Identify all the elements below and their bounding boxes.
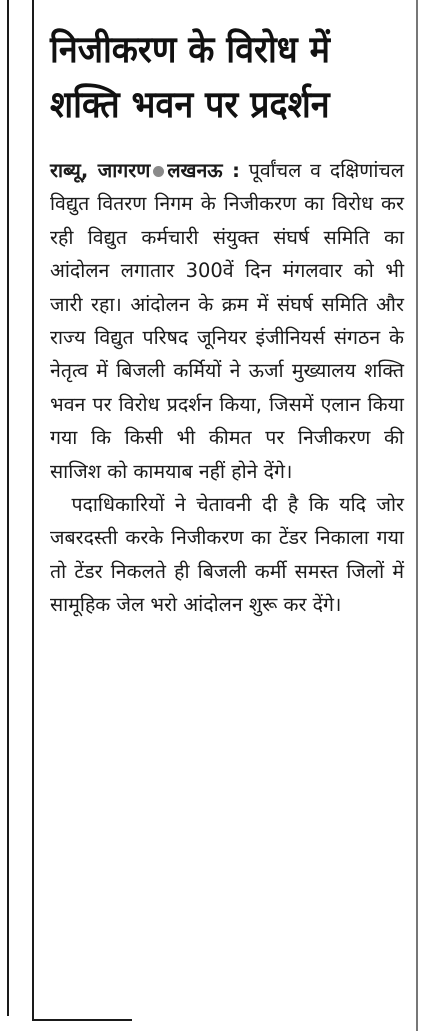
paragraph-1 [50,154,404,488]
column-rule-inner [32,0,34,1020]
article-body [50,154,404,622]
dateline-source: राब्यू, जागरण [50,159,151,182]
dateline-city: लखनऊ : [167,159,240,182]
headline-line-2: शक्ति भवन पर प्रदर्शन [50,83,330,126]
news-article [50,22,404,622]
column-rule-outer [7,0,9,1016]
headline [50,22,376,132]
paragraph-2: पदाधिकारियों ने चेतावनी दी है कि यदि जोर जबरदस्ती करके निजीकरण का टेंडर निकाला गया तो टेंडर निकलते ही बिजली कर्मी समस्त जिलों में सामूहिक जेल भरो आंदोलन शुरू कर देंगे। [50,493,404,617]
headline-line-1: निजीकरण के विरोध में [50,28,330,71]
right-edge-rule [416,0,418,1031]
bottom-rule [32,1019,132,1021]
bullet-icon [153,166,164,177]
paragraph-1-text: पूर्वांचल व दक्षिणांचल विद्युत वितरण निगम के निजीकरण का विरोध कर रही विद्युत कर्मचारी संयुक्त संघर्ष समिति का आंदोलन लगातार 300वें दिन मंगलवार को भी जारी रहा। आंदोलन के क्रम में संघर्ष समिति और राज्य विद्युत परिषद जूनियर इंजीनियर्स संगठन के नेतृत्व में बिजली कर्मियों ने ऊर्जा मुख्यालय शक्ति भवन पर विरोध प्रदर्शन किया, जिसमें एलान किया गया कि किसी भी कीमत पर निजीकरण की साजिश को कामयाब नहीं होने देंगे। [50,159,405,483]
